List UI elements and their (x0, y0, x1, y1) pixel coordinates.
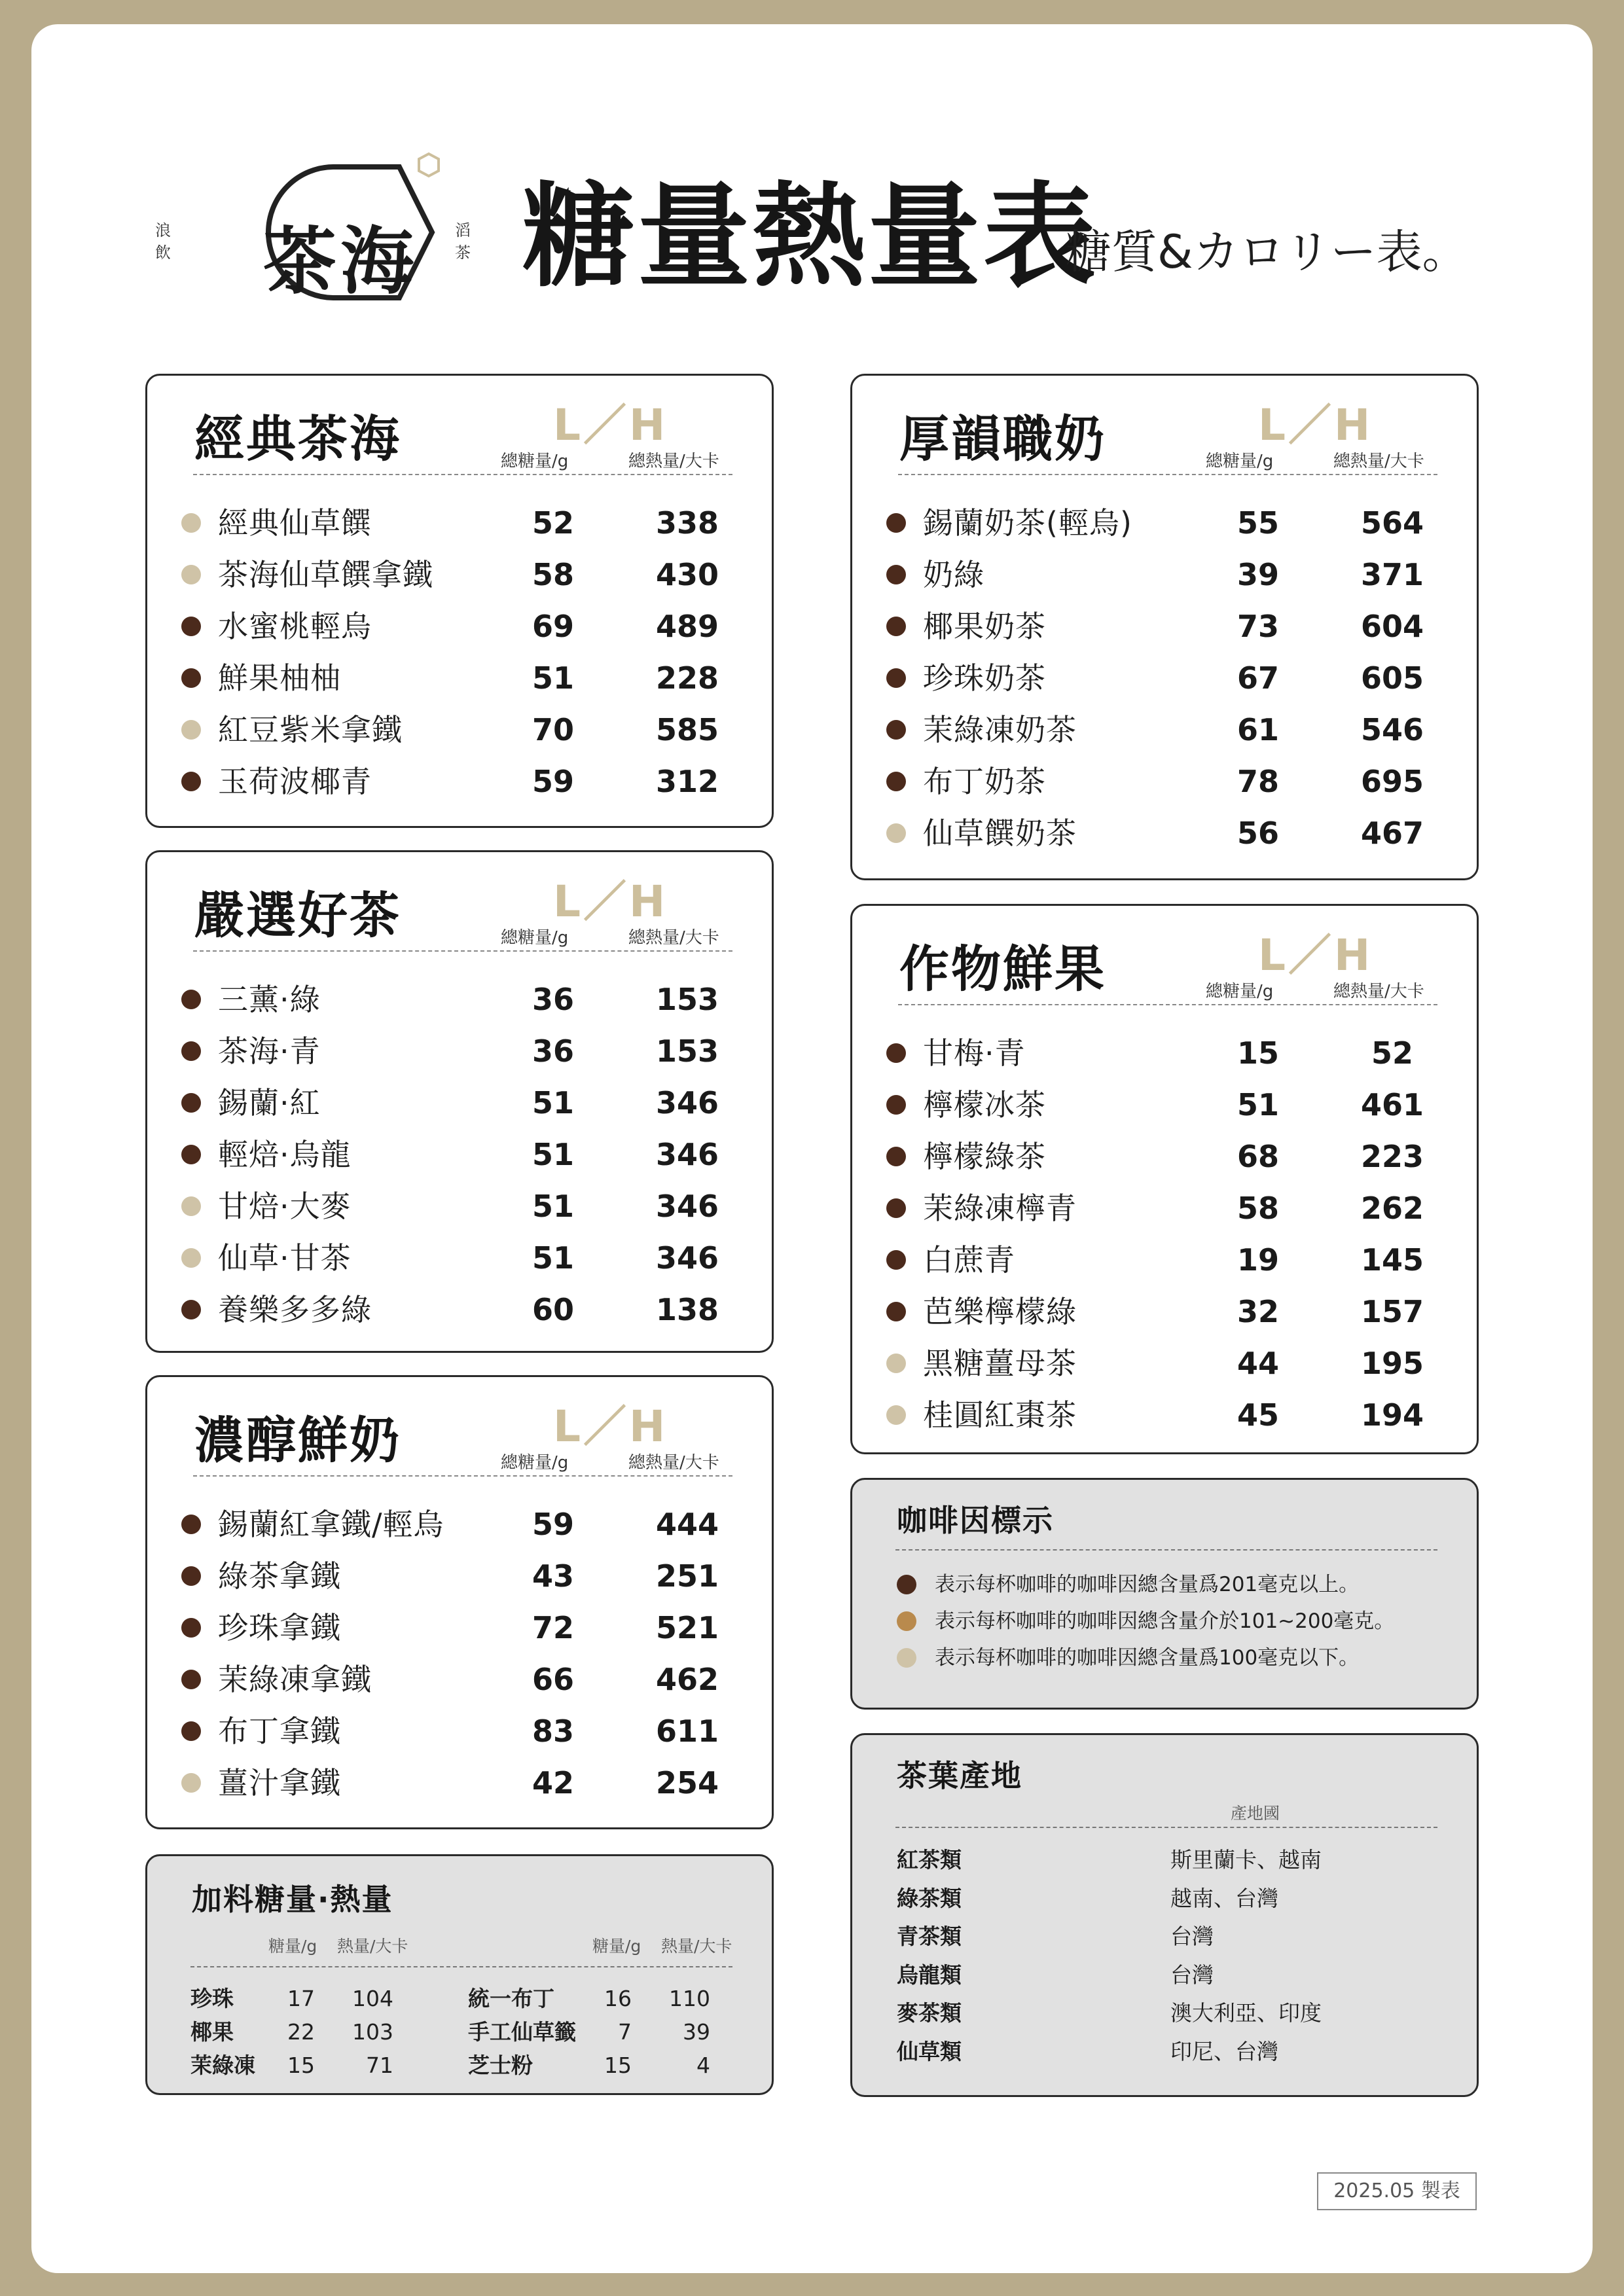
origin-row (897, 2033, 1486, 2071)
calorie-column-header: 總熱量/大卡 (628, 452, 719, 471)
origin-country-header: 產地國 (1231, 1804, 1280, 1823)
item-sugar: 51 (532, 1137, 574, 1172)
item-sugar: 51 (532, 660, 574, 696)
list-item (181, 1235, 732, 1287)
caffeine-dot-icon (181, 565, 201, 584)
caffeine-dot-icon (181, 1145, 201, 1164)
topping-sugar: 15 (287, 2053, 315, 2078)
item-list (181, 1501, 732, 1812)
caffeine-dot-icon (181, 1773, 201, 1793)
caffeine-dot-icon (181, 1566, 201, 1586)
caffeine-dot-icon (181, 1093, 201, 1113)
topping-calorie: 110 (669, 1986, 710, 2011)
list-item (886, 759, 1437, 810)
item-calorie: 153 (655, 982, 719, 1017)
dashed-divider (193, 950, 732, 952)
item-sugar: 73 (1236, 609, 1279, 644)
item-sugar: 59 (532, 764, 574, 799)
toppings-calorie-header: 熱量/大卡 (661, 1937, 732, 1956)
list-item (886, 810, 1437, 862)
origin-title: 茶葉產地 (897, 1758, 1022, 1793)
topping-name: 芝士粉 (468, 2053, 533, 2078)
item-sugar: 36 (532, 982, 574, 1017)
caffeine-dot-icon (886, 617, 906, 636)
list-item (886, 655, 1437, 707)
caffeine-dot-icon (181, 1721, 201, 1741)
list-item (181, 1501, 732, 1553)
caffeine-legend-text: 表示每杯咖啡的咖啡因總含量爲201毫克以上。 (935, 1573, 1360, 1596)
caffeine-dot-icon (886, 1043, 906, 1063)
brand-side-right: 滔茶 (455, 221, 472, 262)
calorie-column-header: 總熱量/大卡 (628, 1453, 719, 1473)
list-item (886, 1289, 1437, 1340)
list-item (181, 552, 732, 603)
topping-sugar: 22 (287, 2019, 315, 2045)
section-fruit (850, 904, 1479, 1454)
section-select (145, 850, 774, 1353)
item-sugar: 67 (1236, 660, 1279, 696)
caffeine-dot-icon (181, 1515, 201, 1534)
item-calorie: 195 (1360, 1346, 1424, 1381)
item-name: 玉荷波椰青 (218, 764, 372, 799)
origin-country: 台灣 (1170, 1924, 1214, 1949)
caffeine-dot-icon (181, 668, 201, 688)
item-calorie: 430 (655, 557, 719, 592)
caffeine-dot-icon (181, 1196, 201, 1216)
topping-sugar: 15 (604, 2053, 632, 2078)
caffeine-dot-icon (886, 1354, 906, 1373)
size-lh-label: L／H (553, 1401, 668, 1452)
list-item (886, 1340, 1437, 1392)
section-title: 作物鮮果 (899, 940, 1106, 998)
item-sugar: 70 (532, 712, 574, 747)
list-item (181, 1553, 732, 1605)
topping-sugar: 7 (618, 2019, 632, 2045)
origin-country: 越南、台灣 (1170, 1885, 1278, 1911)
item-name: 三薰·綠 (218, 982, 321, 1017)
item-sugar: 51 (532, 1189, 574, 1224)
item-name: 錫蘭奶茶(輕烏) (923, 505, 1132, 541)
list-item (181, 603, 732, 655)
caffeine-dot-icon (886, 565, 906, 584)
item-name: 仙草·甘茶 (218, 1240, 352, 1276)
list-item (181, 1760, 732, 1812)
section-milk (850, 374, 1479, 880)
size-lh-label: L／H (553, 876, 668, 927)
sugar-column-header: 總糖量/g (1206, 452, 1274, 471)
caffeine-dot-icon (886, 513, 906, 533)
item-sugar: 51 (532, 1240, 574, 1276)
section-latte (145, 1375, 774, 1829)
section-title: 嚴選好茶 (194, 886, 401, 944)
item-calorie: 254 (655, 1765, 719, 1801)
item-calorie: 346 (655, 1085, 719, 1121)
item-name: 珍珠奶茶 (923, 660, 1046, 696)
list-item (886, 1392, 1437, 1444)
topping-name: 茉綠凍 (190, 2053, 255, 2078)
list-item (181, 500, 732, 552)
caffeine-dot-icon (181, 720, 201, 740)
item-sugar: 72 (532, 1610, 574, 1645)
topping-name: 統一布丁 (468, 1986, 554, 2011)
calorie-column-header: 總熱量/大卡 (628, 928, 719, 948)
section-title: 濃醇鮮奶 (194, 1411, 401, 1469)
brand-logo (151, 147, 491, 317)
section-classic (145, 374, 774, 828)
section-title: 厚韻職奶 (899, 410, 1106, 468)
origin-row (897, 1880, 1486, 1918)
origin-row (897, 1841, 1486, 1879)
item-name: 椰果奶茶 (923, 609, 1046, 644)
list-item (181, 1028, 732, 1080)
item-calorie: 153 (655, 1033, 719, 1069)
item-calorie: 605 (1360, 660, 1424, 696)
toppings-sugar-header: 糖量/g (592, 1937, 641, 1956)
item-calorie: 346 (655, 1137, 719, 1172)
list-item (886, 603, 1437, 655)
origin-tea-type: 綠茶類 (897, 1885, 962, 1911)
list-item (886, 1185, 1437, 1237)
item-name: 桂圓紅棗茶 (923, 1397, 1077, 1433)
list-item (886, 500, 1437, 552)
item-sugar: 36 (532, 1033, 574, 1069)
item-calorie: 695 (1360, 764, 1424, 799)
topping-calorie: 4 (696, 2053, 710, 2078)
item-calorie: 52 (1371, 1035, 1413, 1071)
item-sugar: 44 (1236, 1346, 1279, 1381)
topping-name: 椰果 (190, 2019, 234, 2045)
item-sugar: 51 (532, 1085, 574, 1121)
caffeine-dot-icon (181, 1248, 201, 1268)
item-name: 錫蘭·紅 (218, 1085, 321, 1121)
item-list (181, 500, 732, 810)
caffeine-dot-icon (886, 1147, 906, 1166)
caffeine-dot-icon (181, 1618, 201, 1638)
item-name: 甘梅·青 (923, 1035, 1026, 1071)
topping-calorie: 104 (352, 1986, 393, 2011)
list-item (181, 977, 732, 1028)
caffeine-dot-icon (886, 772, 906, 791)
item-calorie: 564 (1360, 505, 1424, 541)
item-sugar: 43 (532, 1558, 574, 1594)
item-name: 奶綠 (923, 557, 984, 592)
item-sugar: 55 (1236, 505, 1279, 541)
item-sugar: 58 (1236, 1191, 1279, 1226)
page-title: 糖量熱量表 (522, 171, 1098, 302)
item-calorie: 444 (655, 1507, 719, 1542)
item-sugar: 60 (532, 1292, 574, 1327)
item-name: 白蔗青 (923, 1242, 1015, 1278)
dashed-divider (193, 474, 732, 475)
item-list (181, 977, 732, 1338)
item-sugar: 19 (1236, 1242, 1279, 1278)
dashed-divider (898, 474, 1437, 475)
item-name: 水蜜桃輕烏 (218, 609, 372, 644)
item-sugar: 68 (1236, 1139, 1279, 1174)
caffeine-dot-icon (886, 1198, 906, 1218)
section-toppings (145, 1854, 774, 2095)
origin-row (897, 1956, 1486, 1994)
list-item (886, 1237, 1437, 1289)
item-sugar: 59 (532, 1507, 574, 1542)
caffeine-title: 咖啡因標示 (897, 1503, 1054, 1538)
brand-logo-text: 茶海 (263, 219, 418, 304)
item-sugar: 58 (532, 557, 574, 592)
section-title: 經典茶海 (194, 410, 401, 468)
item-sugar: 39 (1236, 557, 1279, 592)
caffeine-dot-icon (886, 1405, 906, 1425)
item-sugar: 15 (1236, 1035, 1279, 1071)
caffeine-dot-icon (886, 1095, 906, 1115)
calorie-column-header: 總熱量/大卡 (1333, 452, 1424, 471)
caffeine-dot-icon (897, 1575, 916, 1594)
list-item (181, 1132, 732, 1183)
list-item (181, 655, 732, 707)
item-calorie: 604 (1360, 609, 1424, 644)
item-sugar: 52 (532, 505, 574, 541)
dashed-divider (193, 1475, 732, 1477)
toppings-calorie-header: 熱量/大卡 (337, 1937, 408, 1956)
topping-calorie: 103 (352, 2019, 393, 2045)
item-name: 茉綠凍拿鐵 (218, 1662, 372, 1697)
item-calorie: 546 (1360, 712, 1424, 747)
dashed-divider (895, 1549, 1437, 1551)
item-name: 布丁拿鐵 (218, 1713, 341, 1749)
calorie-column-header: 總熱量/大卡 (1333, 982, 1424, 1001)
topping-calorie: 39 (683, 2019, 710, 2045)
caffeine-legend-text: 表示每杯咖啡的咖啡因總含量爲100毫克以下。 (935, 1646, 1360, 1670)
item-sugar: 83 (532, 1713, 574, 1749)
item-name: 茉綠凍奶茶 (923, 712, 1077, 747)
item-calorie: 262 (1360, 1191, 1424, 1226)
caffeine-dot-icon (181, 1300, 201, 1319)
item-name: 經典仙草饌 (218, 505, 372, 541)
item-sugar: 32 (1236, 1294, 1279, 1329)
item-sugar: 42 (532, 1765, 574, 1801)
item-name: 仙草饌奶茶 (923, 816, 1077, 851)
item-calorie: 467 (1360, 816, 1424, 851)
item-calorie: 461 (1360, 1087, 1424, 1122)
list-item (181, 1183, 732, 1235)
origin-country: 澳大利亞、印度 (1170, 2000, 1322, 2026)
origin-tea-type: 紅茶類 (897, 1847, 962, 1873)
item-name: 輕焙·烏龍 (218, 1137, 352, 1172)
list-item (181, 759, 732, 810)
caffeine-dot-icon (181, 617, 201, 636)
item-name: 茶海仙草饌拿鐵 (218, 557, 433, 592)
item-name: 養樂多多綠 (218, 1292, 372, 1327)
caffeine-dot-icon (181, 1670, 201, 1689)
item-calorie: 138 (655, 1292, 719, 1327)
topping-name: 手工仙草籤 (468, 2019, 576, 2045)
caffeine-dot-icon (886, 823, 906, 843)
item-calorie: 223 (1360, 1139, 1424, 1174)
item-name: 紅豆紫米拿鐵 (218, 712, 403, 747)
item-name: 黑糖薑母茶 (923, 1346, 1077, 1381)
caffeine-dot-icon (886, 720, 906, 740)
list-item (181, 1708, 732, 1760)
page-subtitle: 糖質&カロリー表。 (1066, 225, 1468, 279)
origin-country: 台灣 (1170, 1962, 1214, 1988)
item-name: 布丁奶茶 (923, 764, 1046, 799)
item-calorie: 251 (655, 1558, 719, 1594)
origin-country: 印尼、台灣 (1170, 2038, 1278, 2064)
item-name: 綠茶拿鐵 (218, 1558, 341, 1594)
item-calorie: 346 (655, 1240, 719, 1276)
item-name: 茉綠凍檸青 (923, 1191, 1077, 1226)
list-item (886, 1030, 1437, 1082)
list-item (181, 1080, 732, 1132)
sugar-column-header: 總糖量/g (501, 1453, 569, 1473)
item-name: 珍珠拿鐵 (218, 1610, 341, 1645)
topping-calorie: 71 (366, 2053, 393, 2078)
size-lh-label: L／H (1258, 400, 1373, 450)
item-name: 茶海·青 (218, 1033, 321, 1069)
item-calorie: 145 (1360, 1242, 1424, 1278)
caffeine-dot-icon (181, 772, 201, 791)
item-calorie: 312 (655, 764, 719, 799)
item-calorie: 194 (1360, 1397, 1424, 1433)
caffeine-dot-icon (886, 1250, 906, 1270)
caffeine-legend-text: 表示每杯咖啡的咖啡因總含量介於101~200毫克。 (935, 1609, 1395, 1633)
section-origin (850, 1733, 1479, 2097)
item-name: 檸檬冰茶 (923, 1087, 1046, 1122)
size-lh-label: L／H (553, 400, 668, 450)
date-stamp: 2025.05 製表 (1317, 2172, 1477, 2210)
size-lh-label: L／H (1258, 930, 1373, 980)
item-sugar: 61 (1236, 712, 1279, 747)
item-name: 薑汁拿鐵 (218, 1765, 341, 1801)
item-list (886, 1030, 1437, 1444)
item-calorie: 462 (655, 1662, 719, 1697)
topping-sugar: 17 (287, 1986, 315, 2011)
list-item (181, 1657, 732, 1708)
caffeine-dot-icon (181, 990, 201, 1009)
list-item (181, 1605, 732, 1657)
origin-tea-type: 麥茶類 (897, 2000, 962, 2026)
origin-row (897, 1918, 1486, 1956)
sugar-column-header: 總糖量/g (501, 452, 569, 471)
list-item (886, 707, 1437, 759)
item-calorie: 521 (655, 1610, 719, 1645)
caffeine-dot-icon (897, 1611, 916, 1631)
item-calorie: 346 (655, 1189, 719, 1224)
sugar-column-header: 總糖量/g (1206, 982, 1274, 1001)
dashed-divider (190, 1966, 732, 1967)
item-name: 錫蘭紅拿鐵/輕烏 (218, 1507, 444, 1542)
item-sugar: 66 (532, 1662, 574, 1697)
sugar-column-header: 總糖量/g (501, 928, 569, 948)
list-item (886, 1082, 1437, 1134)
item-sugar: 56 (1236, 816, 1279, 851)
item-calorie: 371 (1360, 557, 1424, 592)
origin-row (897, 1994, 1486, 2032)
item-name: 甘焙·大麥 (218, 1189, 352, 1224)
brand-side-left: 浪飲 (155, 221, 172, 262)
toppings-title: 加料糖量·熱量 (192, 1882, 393, 1917)
origin-tea-type: 仙草類 (897, 2038, 962, 2064)
caffeine-dot-icon (181, 513, 201, 533)
item-name: 芭樂檸檬綠 (923, 1294, 1077, 1329)
topping-name: 珍珠 (190, 1986, 234, 2011)
origin-tea-type: 青茶類 (897, 1924, 962, 1949)
list-item (886, 1134, 1437, 1185)
item-sugar: 78 (1236, 764, 1279, 799)
dashed-divider (895, 1827, 1437, 1828)
list-item (886, 552, 1437, 603)
item-calorie: 228 (655, 660, 719, 696)
item-sugar: 45 (1236, 1397, 1279, 1433)
section-caffeine (850, 1478, 1479, 1710)
item-name: 鮮果柚柚 (218, 660, 341, 696)
list-item (181, 1287, 732, 1338)
item-calorie: 489 (655, 609, 719, 644)
dashed-divider (898, 1004, 1437, 1005)
item-calorie: 338 (655, 505, 719, 541)
item-calorie: 157 (1360, 1294, 1424, 1329)
item-name: 檸檬綠茶 (923, 1139, 1046, 1174)
toppings-sugar-header: 糖量/g (268, 1937, 317, 1956)
item-calorie: 611 (655, 1713, 719, 1749)
item-calorie: 585 (655, 712, 719, 747)
caffeine-dot-icon (181, 1041, 201, 1061)
item-sugar: 51 (1236, 1087, 1279, 1122)
origin-tea-type: 烏龍類 (897, 1962, 962, 1988)
caffeine-dot-icon (886, 668, 906, 688)
topping-sugar: 16 (604, 1986, 632, 2011)
list-item (181, 707, 732, 759)
caffeine-dot-icon (897, 1648, 916, 1668)
origin-country: 斯里蘭卡、越南 (1170, 1847, 1322, 1873)
item-list (886, 500, 1437, 862)
caffeine-dot-icon (886, 1302, 906, 1321)
item-sugar: 69 (532, 609, 574, 644)
